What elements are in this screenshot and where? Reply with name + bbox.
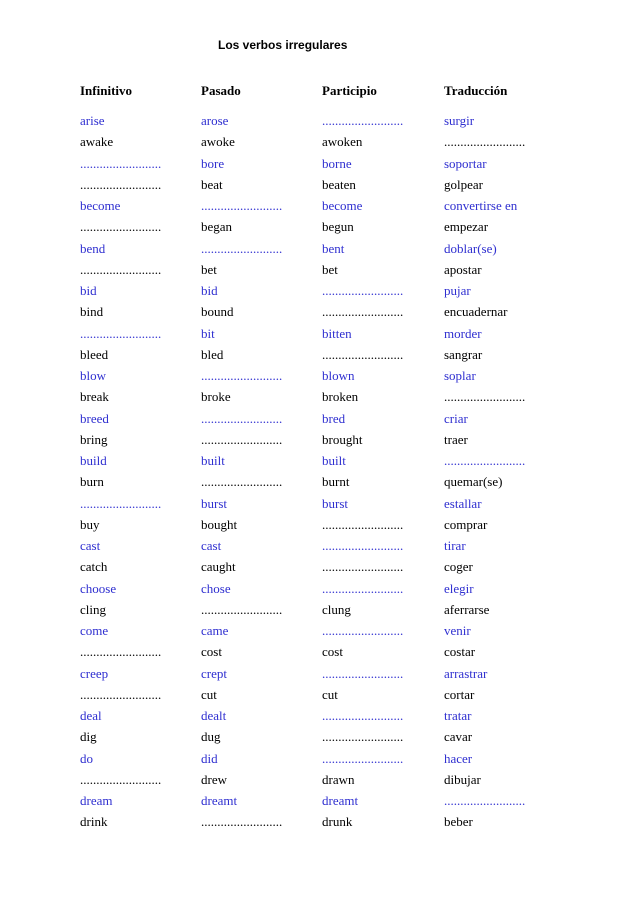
- cell-infinitivo: catch: [80, 559, 108, 575]
- cell-infinitivo: .........................: [80, 219, 162, 235]
- cell-traduccion: .........................: [444, 134, 526, 150]
- cell-traduccion: costar: [444, 644, 476, 660]
- cell-pasado: cast: [201, 538, 222, 553]
- cell-pasado: .........................: [201, 240, 283, 256]
- cell-pasado: bound: [201, 304, 234, 320]
- table-row: [0, 453, 638, 474]
- cell-infinitivo: .........................: [80, 176, 162, 192]
- cell-participio: broken: [322, 389, 359, 405]
- cell-participio: .........................: [322, 559, 404, 575]
- cell-participio: bred: [322, 410, 346, 426]
- table-row: [0, 347, 638, 368]
- header-traduccion: Traducción: [444, 83, 508, 98]
- cell-infinitivo: drink: [80, 814, 108, 830]
- cell-pasado: crept: [201, 665, 227, 681]
- table-row: [0, 156, 638, 177]
- cell-infinitivo: arise: [80, 113, 105, 128]
- cell-traduccion: sangrar: [444, 346, 483, 362]
- cell-infinitivo: come: [80, 623, 109, 638]
- cell-infinitivo: creep: [80, 665, 109, 681]
- cell-infinitivo: cast: [80, 538, 101, 553]
- table-row: [0, 411, 638, 432]
- cell-infinitivo: break: [80, 389, 109, 405]
- cell-pasado: dug: [201, 729, 221, 745]
- cell-infinitivo: dream: [80, 793, 113, 808]
- cell-traduccion: cavar: [444, 729, 473, 745]
- cell-participio: borne: [322, 155, 352, 171]
- cell-participio: awoken: [322, 134, 363, 150]
- table-row: [0, 644, 638, 665]
- cell-pasado: cut: [201, 686, 217, 702]
- cell-traduccion: venir: [444, 623, 471, 638]
- cell-participio: cut: [322, 686, 338, 702]
- cell-participio: bitten: [322, 325, 352, 341]
- cell-participio: .........................: [322, 729, 404, 745]
- cell-pasado: bore: [201, 155, 225, 171]
- cell-infinitivo: burn: [80, 474, 104, 490]
- cell-traduccion: convertirse en: [444, 198, 518, 213]
- cell-participio: become: [322, 198, 363, 213]
- cell-participio: cost: [322, 644, 343, 660]
- cell-pasado: bit: [201, 325, 215, 341]
- header-infinitivo: Infinitivo: [80, 83, 133, 98]
- cell-participio: bet: [322, 261, 338, 277]
- page-title: Los verbos irregulares: [218, 38, 348, 52]
- cell-infinitivo: build: [80, 453, 107, 468]
- cell-pasado: .........................: [201, 601, 283, 617]
- cell-infinitivo: .........................: [80, 644, 162, 660]
- table-row: [0, 517, 638, 538]
- cell-participio: drunk: [322, 814, 353, 830]
- cell-pasado: .........................: [201, 474, 283, 490]
- table-row: [0, 666, 638, 687]
- cell-pasado: broke: [201, 389, 231, 405]
- cell-pasado: did: [201, 750, 218, 766]
- cell-participio: clung: [322, 601, 351, 617]
- cell-traduccion: comprar: [444, 516, 488, 532]
- table-row: [0, 177, 638, 198]
- cell-pasado: beat: [201, 176, 223, 192]
- table-row: [0, 729, 638, 750]
- table-row: [0, 283, 638, 304]
- cell-infinitivo: bend: [80, 240, 106, 256]
- cell-pasado: built: [201, 453, 225, 468]
- table-row: [0, 623, 638, 644]
- cell-participio: .........................: [322, 346, 404, 362]
- cell-participio: burnt: [322, 474, 350, 490]
- cell-infinitivo: do: [80, 750, 93, 766]
- cell-traduccion: .........................: [444, 793, 526, 808]
- cell-pasado: cost: [201, 644, 222, 660]
- cell-pasado: dreamt: [201, 793, 238, 808]
- table-row: [0, 687, 638, 708]
- cell-pasado: .........................: [201, 814, 283, 830]
- cell-traduccion: aferrarse: [444, 601, 490, 617]
- table-row: [0, 368, 638, 389]
- cell-traduccion: morder: [444, 325, 482, 341]
- cell-infinitivo: .........................: [80, 155, 162, 171]
- cell-infinitivo: breed: [80, 410, 109, 426]
- cell-traduccion: tirar: [444, 538, 466, 553]
- cell-infinitivo: cling: [80, 601, 106, 617]
- cell-traduccion: coger: [444, 559, 473, 575]
- table-row: [0, 751, 638, 772]
- cell-participio: .........................: [322, 538, 404, 553]
- cell-infinitivo: bind: [80, 304, 104, 320]
- cell-traduccion: encuadernar: [444, 304, 508, 320]
- table-row: [0, 198, 638, 219]
- cell-participio: .........................: [322, 665, 404, 681]
- cell-pasado: .........................: [201, 410, 283, 426]
- cell-participio: .........................: [322, 283, 404, 298]
- cell-participio: .........................: [322, 623, 404, 638]
- cell-traduccion: tratar: [444, 708, 472, 723]
- table-row: [0, 602, 638, 623]
- cell-traduccion: arrastrar: [444, 665, 488, 681]
- cell-infinitivo: bid: [80, 283, 97, 298]
- cell-infinitivo: awake: [80, 134, 114, 150]
- cell-pasado: began: [201, 219, 233, 235]
- cell-participio: blown: [322, 368, 355, 383]
- cell-pasado: dealt: [201, 708, 227, 723]
- cell-traduccion: estallar: [444, 495, 482, 511]
- cell-pasado: drew: [201, 771, 227, 787]
- table-row: [0, 559, 638, 580]
- cell-pasado: chose: [201, 580, 231, 596]
- cell-traduccion: hacer: [444, 750, 473, 766]
- table-row: [0, 389, 638, 410]
- cell-infinitivo: buy: [80, 516, 100, 532]
- cell-traduccion: criar: [444, 410, 468, 426]
- cell-participio: beaten: [322, 176, 356, 192]
- cell-traduccion: cortar: [444, 686, 475, 702]
- cell-traduccion: soportar: [444, 155, 487, 171]
- cell-infinitivo: .........................: [80, 261, 162, 277]
- cell-traduccion: soplar: [444, 368, 476, 383]
- cell-pasado: bled: [201, 346, 224, 362]
- cell-participio: .........................: [322, 750, 404, 766]
- cell-participio: bent: [322, 240, 345, 256]
- table-row: [0, 474, 638, 495]
- table-row: [0, 219, 638, 240]
- cell-infinitivo: .........................: [80, 771, 162, 787]
- header-participio: Participio: [322, 83, 377, 98]
- cell-infinitivo: choose: [80, 580, 117, 596]
- table-row: [0, 581, 638, 602]
- cell-infinitivo: bleed: [80, 346, 109, 362]
- table-row: [0, 496, 638, 517]
- cell-infinitivo: dig: [80, 729, 97, 745]
- table-row: [0, 708, 638, 729]
- cell-pasado: came: [201, 623, 229, 638]
- cell-infinitivo: blow: [80, 368, 106, 383]
- cell-participio: .........................: [322, 304, 404, 320]
- cell-participio: begun: [322, 219, 354, 235]
- cell-traduccion: .........................: [444, 389, 526, 405]
- cell-traduccion: doblar(se): [444, 240, 497, 256]
- cell-participio: brought: [322, 431, 363, 447]
- cell-pasado: .........................: [201, 431, 283, 447]
- cell-traduccion: empezar: [444, 219, 489, 235]
- cell-traduccion: elegir: [444, 580, 474, 596]
- table-row: [0, 262, 638, 283]
- cell-traduccion: surgir: [444, 113, 475, 128]
- table-row: [0, 814, 638, 835]
- cell-traduccion: beber: [444, 814, 473, 830]
- cell-pasado: arose: [201, 113, 229, 128]
- table-row: [0, 134, 638, 155]
- cell-infinitivo: bring: [80, 431, 108, 447]
- table-row: [0, 538, 638, 559]
- table-row: [0, 113, 638, 134]
- cell-participio: .........................: [322, 708, 404, 723]
- cell-pasado: burst: [201, 495, 227, 511]
- cell-pasado: awoke: [201, 134, 235, 150]
- verb-table-body: [0, 113, 638, 836]
- cell-pasado: .........................: [201, 368, 283, 383]
- table-row: [0, 793, 638, 814]
- cell-pasado: bought: [201, 516, 238, 532]
- cell-traduccion: apostar: [444, 261, 482, 277]
- cell-pasado: caught: [201, 559, 236, 575]
- cell-participio: built: [322, 453, 346, 468]
- cell-infinitivo: .........................: [80, 495, 162, 511]
- table-row: [0, 326, 638, 347]
- cell-pasado: bet: [201, 261, 217, 277]
- cell-infinitivo: become: [80, 198, 121, 213]
- table-row: [0, 432, 638, 453]
- cell-participio: .........................: [322, 113, 404, 128]
- header-pasado: Pasado: [201, 83, 241, 98]
- cell-traduccion: pujar: [444, 283, 471, 298]
- cell-participio: dreamt: [322, 793, 359, 808]
- cell-traduccion: dibujar: [444, 771, 481, 787]
- cell-infinitivo: deal: [80, 708, 102, 723]
- cell-participio: .........................: [322, 580, 404, 596]
- cell-pasado: bid: [201, 283, 218, 298]
- cell-pasado: .........................: [201, 198, 283, 213]
- cell-traduccion: traer: [444, 431, 468, 447]
- table-row: [0, 772, 638, 793]
- cell-traduccion: golpear: [444, 176, 483, 192]
- cell-participio: .........................: [322, 516, 404, 532]
- table-row: [0, 241, 638, 262]
- cell-infinitivo: .........................: [80, 686, 162, 702]
- cell-participio: drawn: [322, 771, 355, 787]
- table-row: [0, 304, 638, 325]
- table-header-row: [0, 83, 638, 103]
- cell-participio: burst: [322, 495, 348, 511]
- cell-traduccion: quemar(se): [444, 474, 503, 490]
- cell-traduccion: .........................: [444, 453, 526, 468]
- cell-infinitivo: .........................: [80, 325, 162, 341]
